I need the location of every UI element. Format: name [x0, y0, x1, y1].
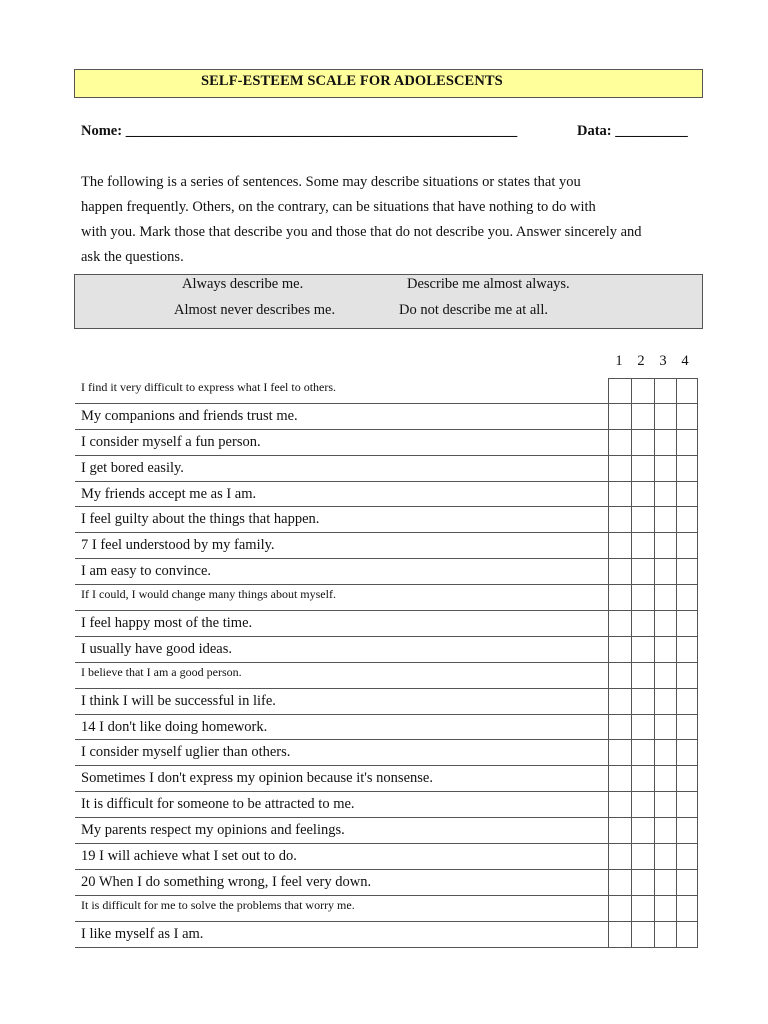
answer-cell-3[interactable]	[654, 689, 676, 714]
item-text: My companions and friends trust me.	[81, 407, 298, 424]
answer-cell-4[interactable]	[676, 896, 698, 921]
table-row	[75, 637, 698, 663]
answer-cell-1[interactable]	[608, 482, 630, 507]
item-text: I think I will be successful in life.	[81, 692, 276, 709]
table-row	[75, 922, 698, 948]
answer-cell-2[interactable]	[631, 818, 653, 843]
answer-cell-3[interactable]	[654, 818, 676, 843]
item-text: I consider myself uglier than others.	[81, 744, 291, 761]
item-text: 7 I feel understood by my family.	[81, 537, 275, 554]
answer-cell-1[interactable]	[608, 611, 630, 636]
answer-cell-3[interactable]	[654, 533, 676, 558]
item-text: I believe that I am a good person.	[81, 664, 242, 679]
page-title: SELF-ESTEEM SCALE FOR ADOLESCENTS	[201, 73, 503, 89]
table-row	[75, 715, 698, 741]
column-header-3: 3	[659, 353, 667, 369]
item-text: I consider myself a fun person.	[81, 433, 261, 450]
answer-cell-2[interactable]	[631, 766, 653, 791]
item-text: 20 When I do something wrong, I feel very down.	[81, 873, 372, 890]
answer-cell-4[interactable]	[676, 766, 698, 791]
answer-cell-2[interactable]	[631, 663, 653, 688]
answer-cell-4[interactable]	[676, 611, 698, 636]
answer-cell-1[interactable]	[608, 404, 630, 429]
answer-cell-2[interactable]	[631, 870, 653, 895]
answer-cell-1[interactable]	[608, 663, 630, 688]
table-row	[75, 663, 698, 689]
answer-cell-2[interactable]	[631, 482, 653, 507]
title-banner	[74, 69, 703, 98]
answer-cell-3[interactable]	[654, 482, 676, 507]
instructions	[81, 170, 681, 270]
answer-cell-2[interactable]	[631, 559, 653, 584]
answer-cell-4[interactable]	[676, 378, 698, 403]
answer-cell-4[interactable]	[676, 922, 698, 947]
answer-cell-1[interactable]	[608, 430, 630, 455]
answer-cell-4[interactable]	[676, 404, 698, 429]
name-field[interactable]: Nome: ______________________________________________________	[81, 123, 518, 139]
item-text: It is difficult for someone to be attracted to me.	[81, 796, 355, 813]
item-text: My parents respect my opinions and feelings.	[81, 822, 345, 839]
answer-cell-3[interactable]	[654, 637, 676, 662]
answer-cell-2[interactable]	[631, 922, 653, 947]
legend-always: Always describe me.	[182, 276, 304, 292]
answer-cell-2[interactable]	[631, 611, 653, 636]
answer-cell-1[interactable]	[608, 715, 630, 740]
column-header-4: 4	[681, 353, 689, 369]
answer-cell-2[interactable]	[631, 430, 653, 455]
table-row	[75, 740, 698, 766]
answer-cell-1[interactable]	[608, 559, 630, 584]
answer-cell-2[interactable]	[631, 456, 653, 481]
answer-cell-3[interactable]	[654, 663, 676, 688]
table-row	[75, 896, 698, 922]
answer-cell-3[interactable]	[654, 404, 676, 429]
response-legend	[74, 274, 703, 329]
table-row	[75, 430, 698, 456]
table-row	[75, 870, 698, 896]
item-text: 14 I don't like doing homework.	[81, 718, 268, 735]
answer-cell-3[interactable]	[654, 559, 676, 584]
answer-cell-2[interactable]	[631, 715, 653, 740]
answer-cell-1[interactable]	[608, 896, 630, 921]
answer-cell-2[interactable]	[631, 378, 653, 403]
answer-cell-4[interactable]	[676, 456, 698, 481]
item-text: It is difficult for me to solve the problems that worry me.	[81, 897, 355, 912]
answer-cell-4[interactable]	[676, 430, 698, 455]
item-text: 19 I will achieve what I set out to do.	[81, 848, 297, 865]
table-row	[75, 689, 698, 715]
table-row	[75, 482, 698, 508]
answer-cell-1[interactable]	[608, 792, 630, 817]
questionnaire-table	[75, 378, 698, 948]
item-text: I like myself as I am.	[81, 925, 204, 942]
answer-cell-4[interactable]	[676, 844, 698, 869]
answer-cell-3[interactable]	[654, 844, 676, 869]
answer-cell-4[interactable]	[676, 507, 698, 532]
answer-cell-4[interactable]	[676, 818, 698, 843]
answer-cell-3[interactable]	[654, 430, 676, 455]
answer-cell-3[interactable]	[654, 611, 676, 636]
item-text: My friends accept me as I am.	[81, 485, 257, 502]
table-row	[75, 792, 698, 818]
answer-cell-1[interactable]	[608, 689, 630, 714]
answer-cell-2[interactable]	[631, 844, 653, 869]
answer-cell-1[interactable]	[608, 456, 630, 481]
answer-cell-3[interactable]	[654, 507, 676, 532]
legend-almost-never: Almost never describes me.	[174, 302, 336, 318]
answer-cell-1[interactable]	[608, 922, 630, 947]
legend-never: Do not describe me at all.	[399, 302, 548, 318]
column-header-2: 2	[637, 353, 645, 369]
table-row	[75, 378, 698, 404]
answer-cell-4[interactable]	[676, 482, 698, 507]
answer-cell-1[interactable]	[608, 585, 630, 610]
table-row	[75, 456, 698, 482]
answer-cell-3[interactable]	[654, 922, 676, 947]
answer-cell-3[interactable]	[654, 896, 676, 921]
table-row	[75, 533, 698, 559]
answer-cell-3[interactable]	[654, 792, 676, 817]
answer-cell-2[interactable]	[631, 637, 653, 662]
table-row	[75, 507, 698, 533]
instructions-line: happen frequently. Others, on the contrary, can be situations that have nothing to do with	[81, 199, 596, 215]
answer-cell-3[interactable]	[654, 378, 676, 403]
answer-cell-4[interactable]	[676, 585, 698, 610]
answer-cell-4[interactable]	[676, 870, 698, 895]
answer-cell-2[interactable]	[631, 896, 653, 921]
answer-cell-2[interactable]	[631, 585, 653, 610]
item-text: I am easy to convince.	[81, 563, 212, 580]
instructions-line: ask the questions.	[81, 249, 184, 265]
answer-cell-1[interactable]	[608, 378, 630, 403]
answer-cell-4[interactable]	[676, 689, 698, 714]
item-text: I find it very difficult to express what I feel to others.	[81, 380, 337, 394]
item-text: If I could, I would change many things about myself.	[81, 587, 336, 602]
answer-cell-4[interactable]	[676, 663, 698, 688]
answer-cell-3[interactable]	[654, 766, 676, 791]
table-row	[75, 766, 698, 792]
item-text: I feel guilty about the things that happen.	[81, 511, 320, 528]
answer-cell-4[interactable]	[676, 637, 698, 662]
answer-cell-4[interactable]	[676, 792, 698, 817]
answer-cell-1[interactable]	[608, 870, 630, 895]
table-row	[75, 844, 698, 870]
answer-cell-3[interactable]	[654, 715, 676, 740]
answer-cell-4[interactable]	[676, 559, 698, 584]
answer-cell-1[interactable]	[608, 637, 630, 662]
table-row	[75, 404, 698, 430]
instructions-line: The following is a series of sentences. Some may describe situations or states that you	[81, 174, 581, 190]
answer-cell-1[interactable]	[608, 818, 630, 843]
item-text: Sometimes I don't express my opinion because it's nonsense.	[81, 770, 433, 787]
answer-cell-2[interactable]	[631, 792, 653, 817]
item-text: I feel happy most of the time.	[81, 615, 253, 632]
answer-cell-1[interactable]	[608, 766, 630, 791]
answer-cell-4[interactable]	[676, 533, 698, 558]
legend-almost-always: Describe me almost always.	[407, 276, 570, 292]
answer-cell-3[interactable]	[654, 740, 676, 765]
answer-cell-3[interactable]	[654, 456, 676, 481]
answer-cell-3[interactable]	[654, 870, 676, 895]
answer-cell-1[interactable]	[608, 507, 630, 532]
answer-cell-2[interactable]	[631, 740, 653, 765]
answer-cell-1[interactable]	[608, 844, 630, 869]
column-header-1: 1	[615, 353, 623, 369]
item-text: I get bored easily.	[81, 459, 184, 476]
table-row	[75, 611, 698, 637]
answer-cell-2[interactable]	[631, 689, 653, 714]
table-row	[75, 559, 698, 585]
answer-cell-4[interactable]	[676, 715, 698, 740]
answer-cell-2[interactable]	[631, 507, 653, 532]
table-row	[75, 818, 698, 844]
item-text: I usually have good ideas.	[81, 640, 233, 657]
answer-cell-1[interactable]	[608, 740, 630, 765]
table-row	[75, 585, 698, 611]
answer-cell-3[interactable]	[654, 585, 676, 610]
date-field[interactable]: Data: __________	[577, 123, 688, 139]
answer-cell-1[interactable]	[608, 533, 630, 558]
answer-cell-2[interactable]	[631, 404, 653, 429]
answer-cell-2[interactable]	[631, 533, 653, 558]
instructions-line: with you. Mark those that describe you and those that do not describe you. Answer sincerely and	[81, 224, 642, 240]
answer-cell-4[interactable]	[676, 740, 698, 765]
